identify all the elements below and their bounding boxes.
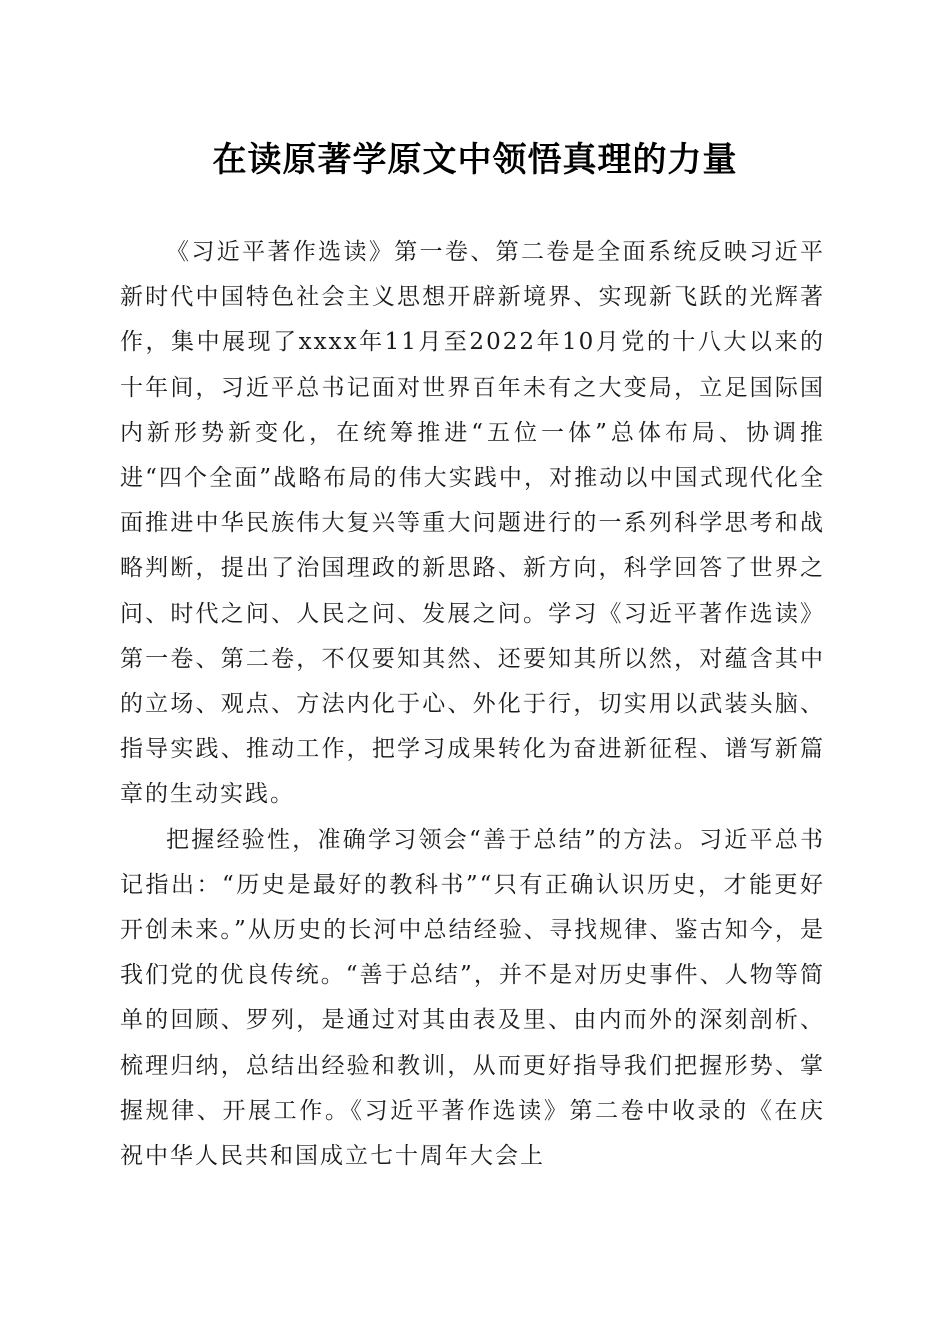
paragraph-1: 《习近平著作选读》第一卷、第二卷是全面系统反映习近平新时代中国特色社会主义思想开辟新境界、实现新飞跃的光辉著作，集中展现了xxxx年11月至2022年10月党的十八大以来的十年间，习近平总书记面对世界百年未有之大变局，立足国际国内新形势新变化，在统筹推进“五位一体”总体布局、协调推进“四个全面”战略布局的伟大实践中，对推动以中国式现代化全面推进中华民族伟大复兴等重大问题进行的一系列科学思考和战略判断，提出了治国理政的新思路、新方向，科学回答了世界之问、时代之问、人民之问、发展之问。学习《习近平著作选读》第一卷、第二卷，不仅要知其然、还要知其所以然，对蕴含其中的立场、观点、方法内化于心、外化于行，切实用以武装头脑、指导实践、推动工作，把学习成果转化为奋进新征程、谱写新篇章的生动实践。 bbox=[120, 239, 825, 808]
document-body bbox=[120, 230, 825, 1179]
document-title: 在读原著学原文中领悟真理的力量 bbox=[212, 140, 738, 180]
paragraph-2: 把握经验性，准确学习领会“善于总结”的方法。习近平总书记指出：“历史是最好的教科书”“只有正确认识历史，才能更好开创未来。”从历史的长河中总结经验、寻找规律、鉴古知今，是我们党的优良传统。“善于总结”，并不是对历史事件、人物等简单的回顾、罗列，是通过对其由表及里、由内而外的深刻剖析、梳理归纳，总结出经验和教训，从而更好指导我们把握形势、掌握规律、开展工作。《习近平著作选读》第二卷中收录的《在庆祝中华人民共和国成立七十周年大会上 bbox=[120, 826, 825, 1170]
